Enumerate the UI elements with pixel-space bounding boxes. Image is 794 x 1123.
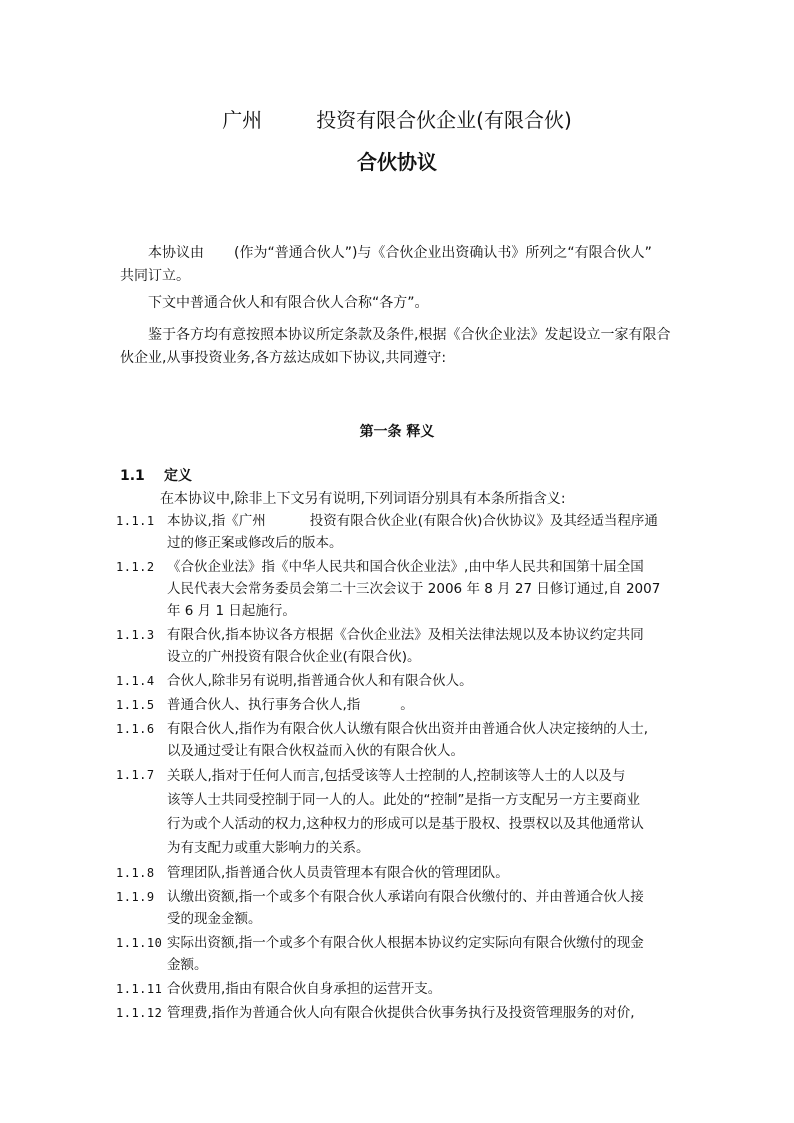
section-title: 定义 [164, 468, 192, 484]
definition-body [167, 978, 680, 1000]
definition-item [116, 978, 680, 1000]
definition-number: 1.1.10 [116, 936, 163, 950]
definition-line: 关联人,指对于任何人而言,包括受该等人士控制的人,控制该等人士的人以及与 [167, 768, 626, 784]
definition-item [116, 510, 680, 554]
article-heading: 第一条 释义 [359, 424, 435, 440]
preamble-p1-part-a: 本协议由 [148, 245, 204, 261]
definition-number: 1.1.4 [116, 674, 155, 688]
definition-text: 普通合伙人、执行事务合伙人,指 [167, 697, 361, 713]
definition-line: 年 6 月 1 日起施行。 [167, 603, 296, 619]
definition-line: 过的修正案或修改后的版本。 [167, 535, 343, 551]
definition-line: 该等人士共同受控制于同一人的人。此处的“控制”是指一方支配另一方主要商业 [167, 792, 640, 808]
title-entity: 投资有限合伙企业(有限合伙) [316, 108, 572, 132]
definition-number: 1.1.2 [116, 560, 155, 574]
preamble-p1-line1 [120, 242, 680, 265]
definition-number: 1.1.6 [116, 722, 155, 736]
preamble-paragraph-3 [120, 324, 680, 370]
section-number: 1.1 [120, 468, 145, 484]
definition-number: 1.1.7 [116, 768, 155, 782]
definition-line: 行为或个人活动的权力,这种权力的形成可以是基于股权、投票权以及其他通常认 [167, 816, 644, 832]
definition-body [167, 932, 680, 976]
definition-item [116, 862, 680, 884]
definition-line: 金额。 [167, 957, 208, 973]
definition-line: 以及通过受让有限合伙权益而入伙的有限合伙人。 [167, 743, 464, 759]
definition-line: 管理费,指作为普通合伙人向有限合伙提供合伙事务执行及投资管理服务的对价, [167, 1005, 635, 1021]
definition-body [167, 764, 680, 860]
preamble-p1-line2: 共同订立。 [120, 268, 190, 284]
definition-item [116, 624, 680, 668]
definition-body [167, 1002, 680, 1024]
definition-line [167, 510, 680, 532]
definition-body [167, 556, 680, 622]
definition-body [167, 886, 680, 930]
definition-body [167, 718, 680, 762]
definition-number: 1.1.1 [116, 514, 155, 528]
document-title-line2: 合伙协议 [357, 150, 437, 174]
definition-line: 合伙费用,指由有限合伙自身承担的运营开支。 [167, 981, 442, 997]
definition-line: 为有支配力或重大影响力的关系。 [167, 840, 370, 856]
definition-line: 有限合伙,指本协议各方根据《合伙企业法》及相关法律法规以及本协议约定共同 [167, 627, 644, 643]
definition-line: 人民代表大会常务委员会第二十三次会议于 2006 年 8 月 27 日修订通过,自 2007 [167, 581, 661, 597]
preamble-p2-line1: 下文中普通合伙人和有限合伙人合称“各方”。 [148, 295, 429, 311]
definition-item [116, 886, 680, 930]
definition-line: 受的现金金额。 [167, 911, 262, 927]
definition-line [167, 694, 680, 716]
definition-line: 《合伙企业法》指《中华人民共和国合伙企业法》,由中华人民共和国第十届全国 [167, 559, 644, 575]
definition-line: 认缴出资额,指一个或多个有限合伙人承诺向有限合伙缴付的、并由普通合伙人接 [167, 889, 644, 905]
definition-number: 1.1.3 [116, 628, 155, 642]
definition-body [167, 670, 680, 692]
definition-item [116, 932, 680, 976]
title-city: 广州 [222, 108, 263, 132]
definition-body [167, 624, 680, 668]
definition-item [116, 764, 680, 860]
definition-number: 1.1.8 [116, 866, 155, 880]
section-heading [120, 465, 192, 485]
section-intro: 在本协议中,除非上下文另有说明,下列词语分别具有本条所指含义: [160, 491, 566, 507]
document-title-line1 [0, 104, 794, 133]
definition-item [116, 718, 680, 762]
definition-item [116, 556, 680, 622]
definition-line: 实际出资额,指一个或多个有限合伙人根据本协议约定实际向有限合伙缴付的现金 [167, 935, 644, 951]
definition-line: 设立的广州投资有限合伙企业(有限合伙)。 [167, 649, 421, 665]
definition-item [116, 694, 680, 716]
definition-number: 1.1.12 [116, 1006, 163, 1020]
definition-body [167, 694, 680, 716]
definition-body [167, 862, 680, 884]
definition-number: 1.1.9 [116, 890, 155, 904]
preamble-p1-part-b: (作为“普通合伙人”)与《合伙企业出资确认书》所列之“有限合伙人” [234, 245, 652, 261]
definition-line: 管理团队,指普通合伙人员责管理本有限合伙的管理团队。 [167, 865, 509, 881]
definition-number: 1.1.5 [116, 698, 155, 712]
definition-list [116, 510, 680, 1026]
definition-body [167, 510, 680, 554]
definition-text: 。 [400, 697, 414, 713]
definition-item [116, 670, 680, 692]
definition-number: 1.1.11 [116, 982, 163, 996]
preamble-paragraph-2 [120, 292, 680, 315]
definition-line: 有限合伙人,指作为有限合伙人认缴有限合伙出资并由普通合伙人决定接纳的人士, [167, 721, 649, 737]
preamble-p3-line2: 伙企业,从事投资业务,各方兹达成如下协议,共同遵守: [120, 350, 447, 366]
definition-item [116, 1002, 680, 1024]
definition-line: 合伙人,除非另有说明,指普通合伙人和有限合伙人。 [167, 673, 473, 689]
preamble-paragraph-1 [120, 242, 680, 288]
preamble-p3-line1: 鉴于各方均有意按照本协议所定条款及条件,根据《合伙企业法》发起设立一家有限合 [148, 327, 671, 343]
definition-text: 本协议,指《广州 [167, 513, 266, 529]
definition-text: 投资有限合伙企业(有限合伙)合伙协议》及其经适当程序通 [309, 513, 658, 529]
